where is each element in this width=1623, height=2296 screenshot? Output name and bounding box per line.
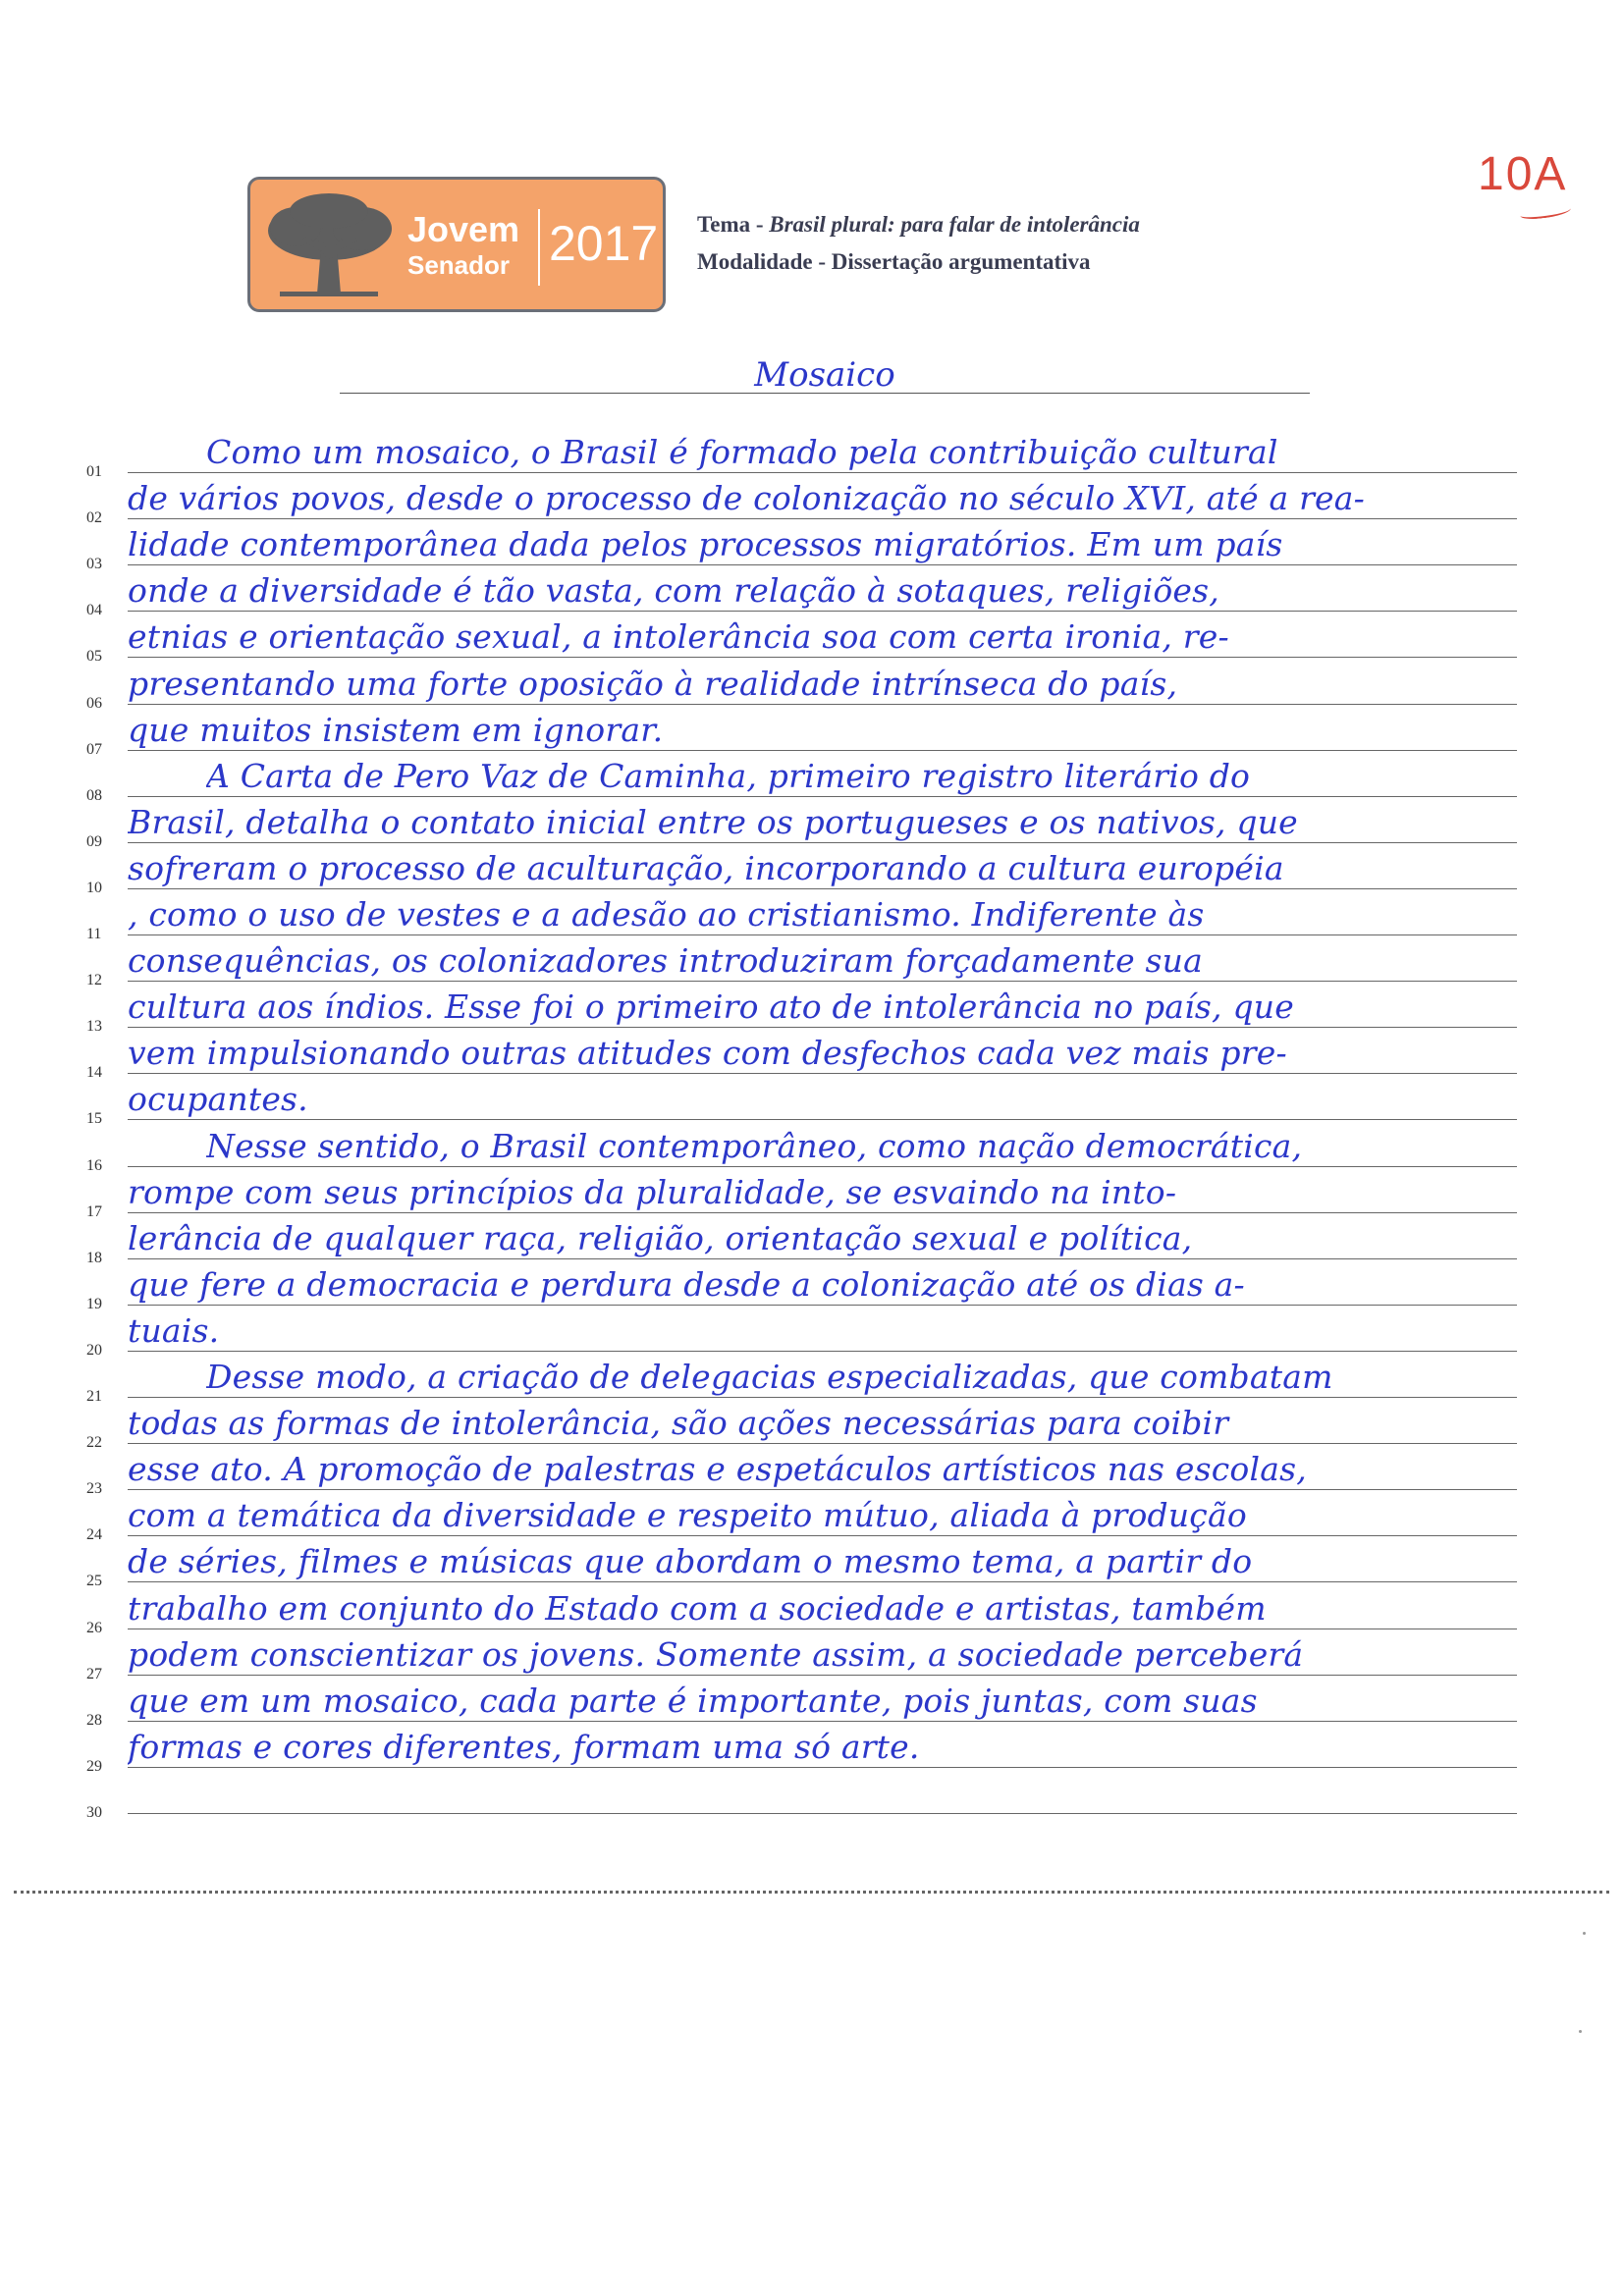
essay-line xyxy=(0,1768,1623,1821)
essay-line xyxy=(0,1398,1623,1452)
handwritten-text: de vários povos, desde o processo de colonização no século XVI, até a rea- xyxy=(128,479,1366,518)
handwritten-text: de séries, filmes e músicas que abordam o mesmo tema, a partir do xyxy=(128,1542,1253,1581)
handwritten-text: etnias e orientação sexual, a intolerância soa com certa ironia, re- xyxy=(128,617,1229,657)
line-number: 06 xyxy=(86,694,102,712)
handwritten-text: lerância de qualquer raça, religião, orientação sexual e política, xyxy=(128,1218,1193,1257)
essay-line xyxy=(0,843,1623,896)
line-number: 11 xyxy=(86,926,102,942)
handwritten-text: onde a diversidade é tão vasta, com relação à sotaques, religiões, xyxy=(128,571,1219,611)
line-number: 04 xyxy=(86,602,102,619)
essay-line xyxy=(0,1444,1623,1498)
line-number: 03 xyxy=(86,556,102,573)
essay-line xyxy=(0,1352,1623,1405)
handwritten-text: ocupantes. xyxy=(128,1080,308,1119)
handwritten-text: podem conscientizar os jovens. Somente assim, a sociedade perceberá xyxy=(128,1634,1304,1674)
theme-value: Brasil plural: para falar de intolerância xyxy=(769,212,1140,237)
essay-line xyxy=(0,1167,1623,1220)
line-number: 28 xyxy=(86,1711,102,1729)
handwritten-text: lidade contemporânea dada pelos processos migratórios. Em um país xyxy=(128,525,1283,564)
line-number: 30 xyxy=(86,1803,102,1821)
tree-icon xyxy=(260,187,398,303)
essay-line xyxy=(0,1028,1623,1082)
essay-line xyxy=(0,1676,1623,1729)
essay-line xyxy=(0,565,1623,619)
handwritten-text: cultura aos índios. Esse foi o primeiro ato de intolerância no país, que xyxy=(128,988,1294,1027)
handwritten-text: que muitos insistem em ignorar. xyxy=(128,710,664,749)
line-number: 19 xyxy=(86,1295,102,1312)
handwritten-text: presentando uma forte oposição à realidade intrínseca do país, xyxy=(128,664,1178,703)
speck xyxy=(1579,2030,1582,2033)
jovem-senador-logo xyxy=(247,177,666,312)
handwritten-text: tuais. xyxy=(128,1310,220,1350)
logo-jovem: Jovem xyxy=(407,209,520,249)
handwritten-text: que fere a democracia e perdura desde a colonização até os dias a- xyxy=(128,1264,1245,1304)
line-number: 01 xyxy=(86,463,102,480)
handwritten-text: Nesse sentido, o Brasil contemporâneo, como nação democrática, xyxy=(206,1126,1303,1165)
modality-heading: Modalidade - Dissertação argumentativa xyxy=(697,249,1091,274)
line-number: 10 xyxy=(86,879,102,896)
essay-line xyxy=(0,427,1623,480)
theme-label: Tema - xyxy=(697,212,770,237)
line-number: 09 xyxy=(86,832,102,850)
handwritten-text: consequências, os colonizadores introduziram forçadamente sua xyxy=(128,941,1203,981)
handwritten-text: rompe com seus princípios da pluralidade, se esvaindo na into- xyxy=(128,1172,1177,1211)
essay-line xyxy=(0,705,1623,758)
line-number: 07 xyxy=(86,740,102,758)
line-number: 08 xyxy=(86,786,102,804)
essay-line xyxy=(0,473,1623,527)
line-number: 18 xyxy=(86,1249,102,1266)
handwritten-text: todas as formas de intolerância, são ações necessárias para coibir xyxy=(128,1404,1229,1443)
line-number: 05 xyxy=(86,648,102,666)
line-number: 12 xyxy=(86,972,102,989)
speck xyxy=(1583,1932,1586,1935)
handwritten-text: formas e cores diferentes, formam uma só arte. xyxy=(128,1727,920,1766)
handwritten-text: , como o uso de vestes e a adesão ao cristianismo. Indiferente às xyxy=(128,895,1205,934)
cut-line xyxy=(14,1891,1609,1894)
essay-line xyxy=(0,1536,1623,1590)
essay-line xyxy=(0,889,1623,942)
logo-year: 2017 xyxy=(549,216,659,271)
essay-line xyxy=(0,1306,1623,1359)
grade-mark: 10A xyxy=(1478,148,1568,200)
line-number: 14 xyxy=(86,1064,102,1082)
line-number: 25 xyxy=(86,1573,102,1590)
line-number: 15 xyxy=(86,1110,102,1128)
line-number: 23 xyxy=(86,1480,102,1498)
grade-underline xyxy=(1520,203,1572,220)
line-number: 26 xyxy=(86,1619,102,1636)
handwritten-text: A Carta de Pero Vaz de Caminha, primeiro registro literário do xyxy=(206,756,1251,795)
title-rule xyxy=(340,393,1310,394)
line-number: 22 xyxy=(86,1434,102,1452)
essay-line xyxy=(0,1121,1623,1174)
essay-line xyxy=(0,519,1623,573)
essay-line xyxy=(0,1259,1623,1312)
essay-title: Mosaico xyxy=(754,355,895,395)
line-number: 29 xyxy=(86,1757,102,1775)
handwritten-text: sofreram o processo de aculturação, incorporando a cultura européia xyxy=(128,848,1284,887)
handwritten-text: trabalho em conjunto do Estado com a sociedade e artistas, também xyxy=(128,1588,1267,1628)
essay-line xyxy=(0,1629,1623,1682)
essay-line xyxy=(0,982,1623,1036)
essay-line xyxy=(0,935,1623,989)
handwritten-text: Como um mosaico, o Brasil é formado pela contribuição cultural xyxy=(206,433,1278,471)
essay-line xyxy=(0,797,1623,850)
handwritten-text: esse ato. A promoção de palestras e espetáculos artísticos nas escolas, xyxy=(128,1450,1307,1489)
line-number: 24 xyxy=(86,1526,102,1544)
line-number: 13 xyxy=(86,1018,102,1036)
line-rule xyxy=(128,1813,1517,1814)
handwritten-text: Brasil, detalha o contato inicial entre os portugueses e os nativos, que xyxy=(128,802,1298,841)
line-number: 21 xyxy=(86,1388,102,1405)
handwritten-text: com a temática da diversidade e respeito mútuo, aliada à produção xyxy=(128,1496,1247,1535)
essay-line xyxy=(0,1722,1623,1775)
line-number: 20 xyxy=(86,1341,102,1359)
line-number: 02 xyxy=(86,509,102,527)
line-number: 16 xyxy=(86,1156,102,1174)
essay-line xyxy=(0,659,1623,712)
handwritten-text: vem impulsionando outras atitudes com desfechos cada vez mais pre- xyxy=(128,1034,1287,1073)
essay-line xyxy=(0,1074,1623,1128)
line-number: 17 xyxy=(86,1202,102,1220)
essay-line xyxy=(0,1213,1623,1266)
handwritten-text: Desse modo, a criação de delegacias especializadas, que combatam xyxy=(206,1358,1333,1396)
logo-senador: Senador xyxy=(407,250,511,280)
handwritten-text: que em um mosaico, cada parte é importante, pois juntas, com suas xyxy=(128,1681,1258,1720)
theme-heading xyxy=(697,212,1140,238)
essay-line xyxy=(0,751,1623,804)
essay-line xyxy=(0,1583,1623,1636)
essay-line xyxy=(0,1490,1623,1544)
logo-divider xyxy=(538,209,540,286)
essay-line xyxy=(0,612,1623,666)
line-number: 27 xyxy=(86,1665,102,1682)
